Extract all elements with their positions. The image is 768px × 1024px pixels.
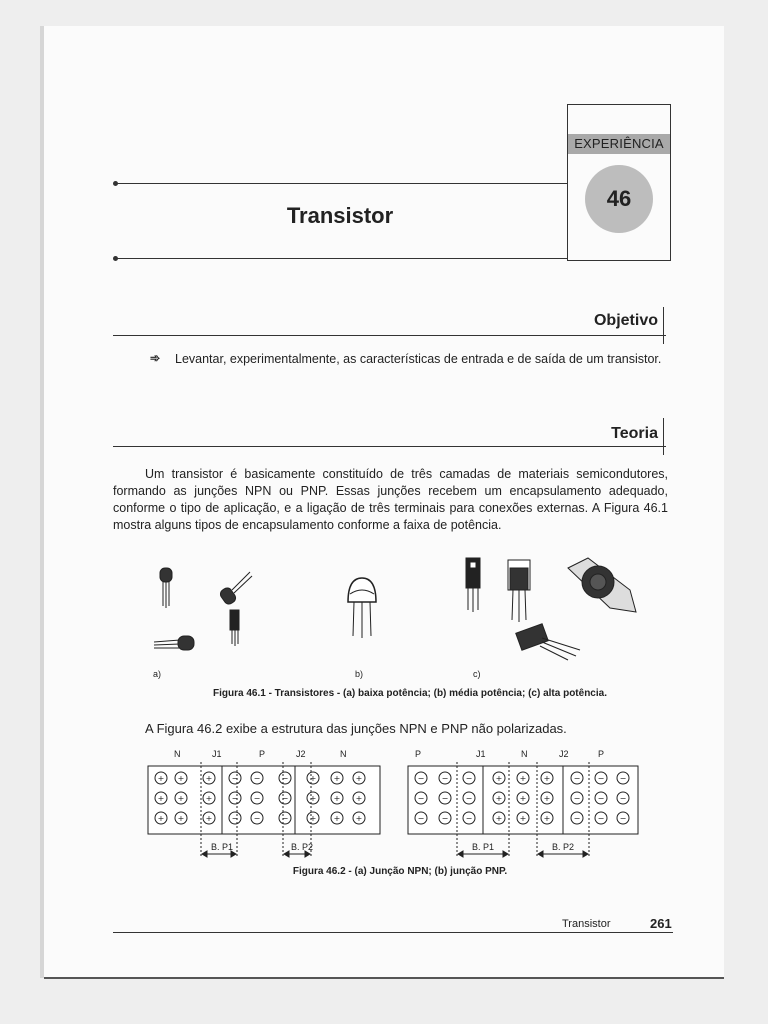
svg-text:−: − (465, 814, 473, 823)
svg-text:−: − (417, 774, 425, 783)
svg-text:−: − (597, 774, 605, 783)
figure-46-1-label-a: a) (153, 669, 162, 679)
figure-46-1-illustration (140, 550, 660, 670)
high-power-transistor-1 (466, 558, 480, 612)
npn-bp2-label: B. P2 (291, 842, 314, 852)
figure-46-2-intro: A Figura 46.2 exibe a estrutura das junções NPN e PNP não polarizadas. (145, 721, 567, 736)
svg-text:−: − (441, 814, 449, 823)
npn-label-j1: J1 (212, 749, 222, 759)
svg-text:−: − (417, 814, 425, 823)
objetivo-heading: Objetivo (593, 312, 658, 329)
low-power-transistor-3 (154, 636, 194, 650)
pnp-bp1-label: B. P1 (472, 842, 495, 852)
svg-text:−: − (619, 814, 627, 823)
svg-text:+: + (495, 794, 503, 803)
npn-label-n1: N (174, 749, 181, 759)
objetivo-rule (113, 335, 666, 336)
svg-text:−: − (253, 814, 261, 823)
pnp-label-p1: P (415, 749, 422, 759)
medium-power-transistor (348, 578, 376, 638)
svg-text:+: + (543, 814, 551, 823)
svg-text:+: + (333, 794, 341, 803)
svg-text:−: − (597, 814, 605, 823)
high-power-transistor-4 (516, 624, 580, 660)
npn-label-j2: J2 (296, 749, 306, 759)
svg-text:−: − (253, 794, 261, 803)
svg-text:+: + (355, 774, 363, 783)
svg-text:−: − (441, 794, 449, 803)
pnp-label-j2: J2 (559, 749, 569, 759)
svg-text:−: − (417, 794, 425, 803)
teoria-tick (663, 418, 664, 455)
teoria-heading: Teoria (611, 425, 658, 442)
svg-text:+: + (177, 814, 185, 823)
svg-text:+: + (495, 774, 503, 783)
svg-text:+: + (519, 774, 527, 783)
footer-rule (113, 932, 673, 933)
svg-text:+: + (157, 794, 165, 803)
npn-label-p: P (259, 749, 266, 759)
svg-text:−: − (231, 774, 239, 783)
footer-section-name: Transistor (562, 918, 611, 930)
svg-text:−: − (465, 794, 473, 803)
svg-text:+: + (157, 774, 165, 783)
npn-label-n2: N (340, 749, 347, 759)
svg-text:−: − (231, 794, 239, 803)
svg-text:−: − (573, 794, 581, 803)
svg-text:−: − (465, 774, 473, 783)
pnp-bp2-label: B. P2 (552, 842, 575, 852)
footer-page-number: 261 (650, 916, 672, 931)
svg-text:+: + (355, 794, 363, 803)
objetivo-text: Levantar, experimentalmente, as características de entrada e de saída de um transistor. (175, 352, 662, 366)
svg-text:−: − (619, 774, 627, 783)
svg-text:−: − (441, 774, 449, 783)
low-power-transistor-1 (160, 568, 172, 608)
svg-text:−: − (573, 774, 581, 783)
svg-text:+: + (543, 794, 551, 803)
teoria-rule (113, 446, 666, 447)
svg-text:+: + (355, 814, 363, 823)
svg-text:−: − (253, 774, 261, 783)
teoria-paragraph: Um transistor é basicamente constituído de três camadas de materiais semicondutores, formando as junções NPN ou PNP. Essas junções recebem um encapsulamento adequado, conforme o tipo de aplicação, e a ligação de três terminais para conexões externas. A Figura 46.1 mostra alguns tipos de encapsulamento conforme a faixa de potência. (113, 467, 668, 532)
svg-text:−: − (281, 774, 289, 783)
svg-text:+: + (309, 774, 317, 783)
header-rule-bottom (115, 258, 567, 259)
experience-box (567, 104, 671, 261)
svg-text:−: − (231, 814, 239, 823)
svg-text:+: + (205, 794, 213, 803)
header-rule-top (115, 183, 567, 184)
bullet-arrow-icon: ➾ (150, 351, 161, 365)
svg-text:+: + (205, 814, 213, 823)
svg-text:−: − (281, 794, 289, 803)
svg-text:+: + (157, 814, 165, 823)
svg-text:+: + (177, 774, 185, 783)
objetivo-tick (663, 307, 664, 344)
page-title: Transistor (286, 203, 394, 228)
experience-label: EXPERIÊNCIA (568, 134, 670, 154)
experience-number: 46 (585, 165, 653, 233)
svg-text:+: + (543, 774, 551, 783)
svg-text:+: + (333, 814, 341, 823)
figure-46-1-label-c: c) (473, 669, 481, 679)
svg-text:+: + (177, 794, 185, 803)
npn-bp1-label: B. P1 (211, 842, 234, 852)
figure-46-2-caption: Figura 46.2 - (a) Junção NPN; (b) junção PNP. (292, 866, 508, 877)
svg-text:+: + (333, 774, 341, 783)
pnp-label-p2: P (598, 749, 605, 759)
page-bottom-edge (44, 977, 724, 979)
svg-text:+: + (309, 814, 317, 823)
pnp-label-n: N (521, 749, 528, 759)
figure-46-1-label-b: b) (355, 669, 364, 679)
svg-text:+: + (495, 814, 503, 823)
svg-text:+: + (205, 774, 213, 783)
figure-46-1-caption: Figura 46.1 - Transistores - (a) baixa potência; (b) média potência; (c) alta potência. (213, 688, 607, 699)
svg-text:+: + (519, 814, 527, 823)
high-power-transistor-3 (568, 558, 636, 612)
svg-text:−: − (597, 794, 605, 803)
npn-block (145, 762, 385, 862)
svg-text:−: − (619, 794, 627, 803)
high-power-transistor-2 (508, 560, 530, 622)
svg-text:+: + (519, 794, 527, 803)
svg-text:−: − (281, 814, 289, 823)
svg-text:+: + (309, 794, 317, 803)
pnp-block (405, 762, 645, 862)
low-power-transistor-2 (218, 572, 252, 646)
pnp-label-j1: J1 (476, 749, 486, 759)
svg-text:−: − (573, 814, 581, 823)
